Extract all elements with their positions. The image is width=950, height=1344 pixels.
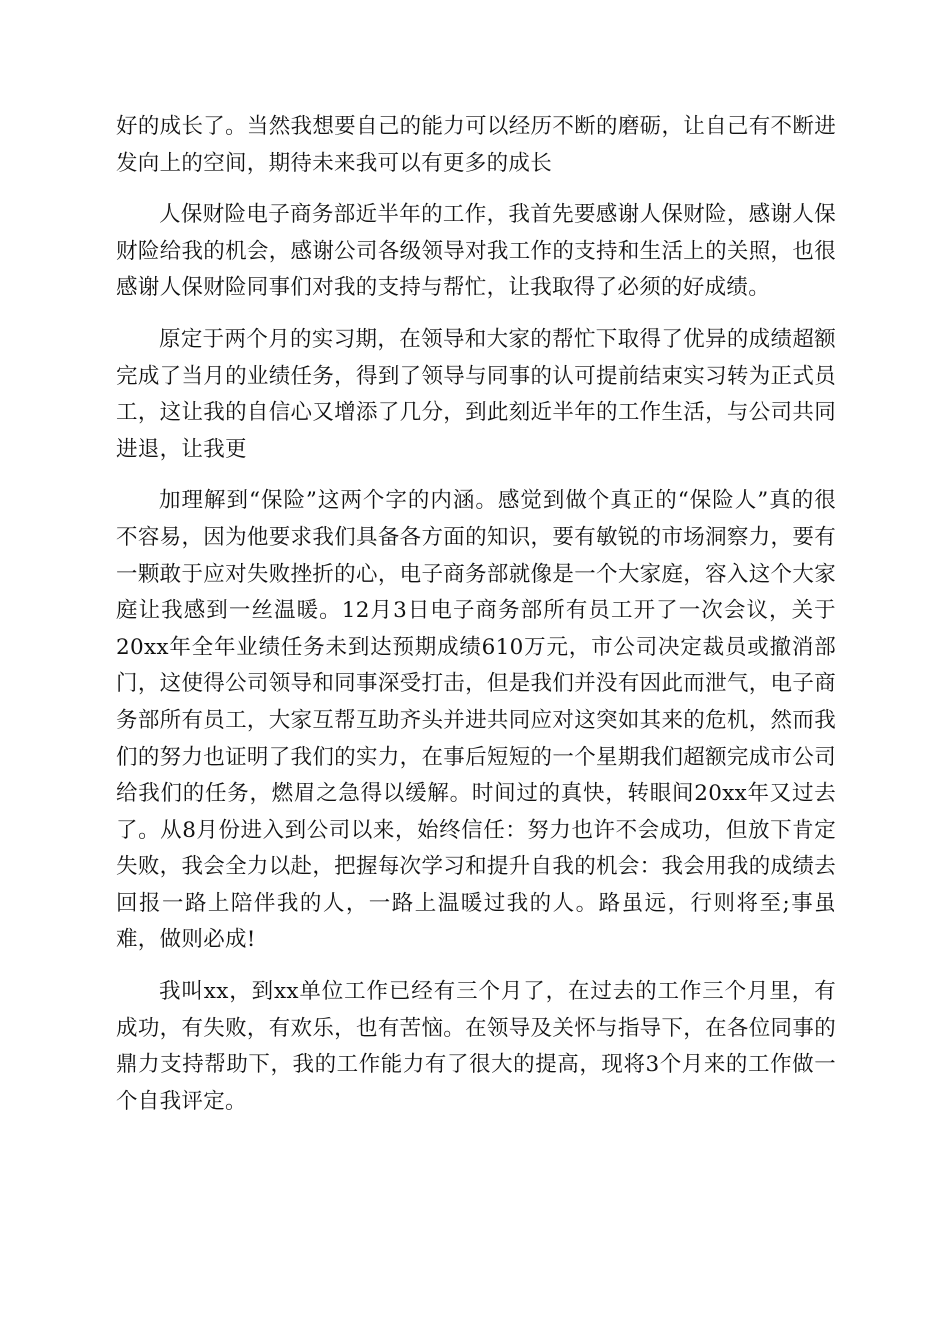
- document-body: [116, 109, 836, 1135]
- paragraph-2: 人保财险电子商务部近半年的工作，我首先要感谢人保财险，感谢人保财险给我的机会，感谢公司各级领导对我工作的支持和生活上的关照，也很感谢人保财险同事们对我的支持与帮忙，让我取得了必须的好成绩。: [116, 202, 836, 301]
- paragraph-1: 好的成长了。当然我想要自己的能力可以经历不断的磨砺，让自己有不断进发向上的空间，期待未来我可以有更多的成长: [116, 114, 836, 176]
- paragraph-4: 加理解到“保险”这两个字的内涵。感觉到做个真正的“保险人”真的很不容易，因为他要求我们具备各方面的知识，要有敏锐的市场洞察力，要有一颗敢于应对失败挫折的心，电子商务部就像是一个大家庭，容入这个大家庭让我感到一丝温暖。12月3日电子商务部所有员工开了一次会议，关于20xx年全年业绩任务未到达预期成绩610万元，市公司决定裁员或撤消部门，这使得公司领导和同事深受打击，但是我们并没有因此而泄气，电子商务部所有员工，大家互帮互助齐头并进共同应对这突如其来的危机，然而我们的努力也证明了我们的实力，在事后短短的一个星期我们超额完成市公司给我们的任务，燃眉之急得以缓解。时间过的真快，转眼间20xx年又过去了。从8月份进入到公司以来，始终信任：努力也许不会成功，但放下肯定失败，我会全力以赴，把握每次学习和提升自我的机会：我会用我的成绩去回报一路上陪伴我的人，一路上温暖过我的人。路虽远，行则将至;事虽难，做则必成!: [116, 488, 836, 953]
- paragraph-5: 我叫xx，到xx单位工作已经有三个月了，在过去的工作三个月里，有成功，有失败，有欢乐，也有苦恼。在领导及关怀与指导下，在各位同事的鼎力支持帮助下，我的工作能力有了很大的提高，现将3个月来的工作做一个自我评定。: [116, 979, 836, 1114]
- paragraph-3: 原定于两个月的实习期，在领导和大家的帮忙下取得了优异的成绩超额完成了当月的业绩任务，得到了领导与同事的认可提前结束实习转为正式员工，这让我的自信心又增添了几分，到此刻近半年的工作生活，与公司共同进退，让我更: [116, 326, 836, 462]
